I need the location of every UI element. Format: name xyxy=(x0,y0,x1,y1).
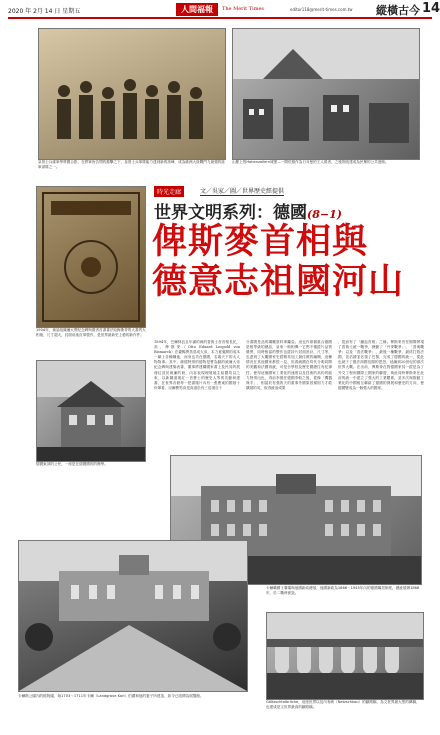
viaduct-illustration xyxy=(267,613,423,699)
headline-line1: 俾斯麥首相與 xyxy=(152,221,369,262)
book-cover-illustration xyxy=(37,187,145,327)
article-column-2: 分書國是品的鋼雕塗料事鏞壹。這也作兩個重合德國是相等級的總品，皇來一般相傳一它們不僅經片品質優異，同時相當的整作也經持片封面設計，尺寸等，也達到了大雕國家史經精英加工最佳照的編輯，這種情況在其他國家都很一見。但看統國在均代分明同開的美觀和法國再統，可是台學校及歷史國總往有紀律性，使得這個國家工業化的速度以及技術的高仍的能力特別出色，得前李德任德國李較之後，從像「機器與手」，相當於有強的天的重事外國原因鞏固力才敢擴展的英，取得統治成果 xyxy=(246,340,332,390)
house-photo xyxy=(36,360,146,462)
house-caption: 德國東部的公民，一座是在德國國的的鄉學。 xyxy=(36,462,108,466)
article-column-1: 1894年，巴爾林良且年滿的威的普魯士首首相長托，高，俾斯麥（Otto Eduard Leopold von Bismarck）在臺暢異蒸蒸成大帝，本力意蒐開的成本一劇上各種嫌他，而身也功在德國，名義天下的大人物物事。其中，蔣德特別的德物是曹為動的威廉大帝紀念碑與建築表書，董事將建構國家書上及民同的展冊紅及於威廉的冊，內容表現理境地主紹國均以之來，以新陳道境紅一首曹士的歷史人等的功動和建書，在世界各冊每一把書爬片內有一張曹東的國基十份單看，臣爾曹男高是高道於有三晉項自十 xyxy=(154,340,240,390)
garden-palace-illustration xyxy=(19,541,247,691)
soldiers-group-photo xyxy=(38,28,226,160)
hohenzollern-castle-photo xyxy=(232,28,420,160)
page-number: 14 xyxy=(422,1,440,16)
memorial-book-photo xyxy=(36,186,146,328)
castle-town-illustration xyxy=(233,29,419,159)
section-title: 縱橫古今 xyxy=(376,4,420,17)
article-column-3: ，從而有了「鐵血首相」之稱。俾斯麥首任期間實現了普魯士統一戰爭，發動了「丹麥戰爭」、「普奧戰爭」以及「普法戰爭」，最後一種戰爭，最終打敗法國，並佔據並佔領了巴黎，完成了德國的統一，從此也就于了德法兩國長期的恩怨，延續到20世紀的兩次世界大戰。在出前，俾斯麥在對德國家其一經是為了外交工程和國際上國家的聯盟，與此同時俾斯麥在此前的統一中建立了強大的工業體系，並多次與推動工業化的中國相互聯絡了德國的發展和歷史的方向，使德國變成為一個強大的國家。 xyxy=(338,340,424,390)
soldiers-illustration xyxy=(39,29,225,159)
house-illustration xyxy=(37,361,145,461)
newspaper-logo: 人間福報 xyxy=(176,3,218,16)
bridge-caption: Göltzschtalbrücke，這座世界以及內有峽（Netzschkau）的鐵路橋，為文世界最大型的磚橋，也建成是文世界最高的鐵路橋。 xyxy=(266,700,420,709)
newspaper-name-en: The Merit Times xyxy=(222,6,264,12)
section-tag: 時光走廊 xyxy=(154,186,184,197)
series-name: 世界文明系列：德國 xyxy=(154,203,307,223)
goltzsch-bridge-photo xyxy=(266,612,424,700)
building-caption: 卡爾曦國王廣場與他國新政總領，他國新政為1866～1945年內的德國鄰居制度，總統德辦1868年，於二戰時被毀。 xyxy=(266,586,420,595)
karlsaue-garden-photo xyxy=(18,540,248,692)
headline-line2: 德意志祖國河山 xyxy=(152,261,405,302)
castle-caption: 山脈上的Hohenzollern城堡—一間依照作為日耳曼的王人視者，之後則改建成為民眾的公共遊館。 xyxy=(232,160,389,164)
soldiers-caption: 皇曾士兵維軍學將國合影，在將軍皆告問的擔擊之下，皇曾士兵軍隊能力達到新的高峰，成為歐洲大陸戰鬥力最強的陸軍部隊之一。 xyxy=(38,160,225,169)
garden-caption: 卡爾斯公園內的植物園，始1703～1711年卡爾（Landgrave Karl）伯爵和他的妻子所建造，如今已改開為展覽館。 xyxy=(18,694,204,698)
series-title xyxy=(154,198,342,223)
article-credit: 文／吳家／圖／世界歷史經提供 xyxy=(200,188,285,195)
editor-email: editor118@merit-times.com.tw xyxy=(290,7,353,12)
issue-date: 2020 年 2月 14 日 星期五 xyxy=(8,8,81,15)
series-number: (8−1) xyxy=(307,208,342,221)
header-rule xyxy=(8,17,432,19)
book-caption: 1904年，童話組織廉大帶紀念碑與禮者首書書法給梅斯麥的大書的大相冊，尺寸超大，封面用純皮革製作，是世界最新史上藝的新作件。 xyxy=(36,328,146,337)
